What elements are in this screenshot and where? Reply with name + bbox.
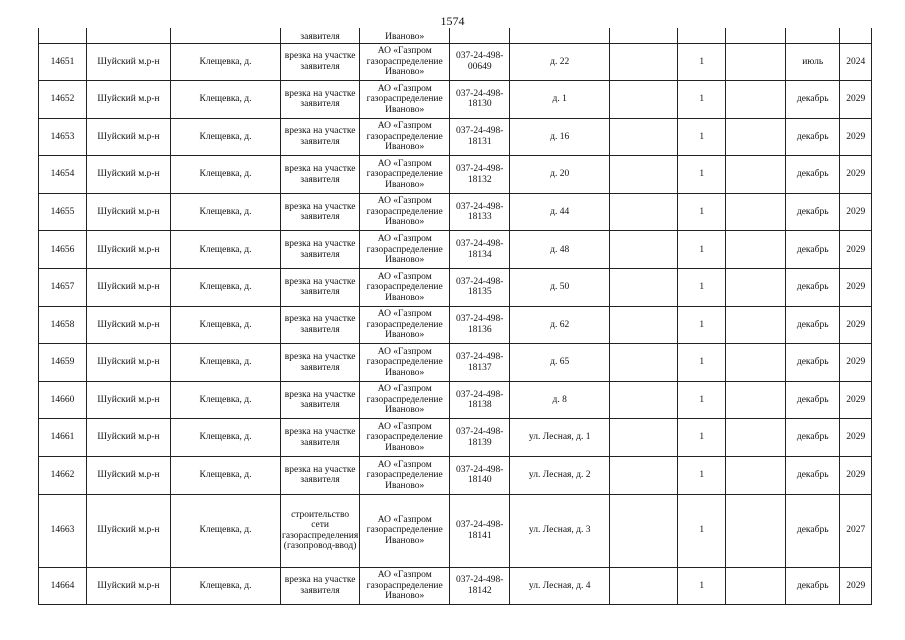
table-row — [39, 344, 872, 382]
month-cell: декабрь — [786, 344, 840, 382]
address-cell: д. 48 — [510, 231, 610, 269]
work-type-cell: строительство сети газораспределения (газопровод-ввод) — [281, 494, 360, 567]
month-cell: декабрь — [786, 156, 840, 194]
row-id: 14659 — [39, 344, 87, 382]
address-cell: д. 8 — [510, 381, 610, 419]
organization-cell: АО «Газпром газораспределение Иваново» — [360, 306, 450, 344]
work-type-cell: врезка на участке заявителя — [281, 81, 360, 119]
row-id: 14658 — [39, 306, 87, 344]
year-cell: 2029 — [840, 381, 872, 419]
organization-cell: АО «Газпром газораспределение Иваново» — [360, 457, 450, 495]
work-type-fragment: заявителя — [281, 28, 360, 43]
empty-cell — [610, 457, 678, 495]
year-cell: 2029 — [840, 419, 872, 457]
row-id: 14655 — [39, 193, 87, 231]
header-fragment-row — [39, 28, 872, 43]
address-cell: д. 16 — [510, 118, 610, 156]
table-row — [39, 118, 872, 156]
empty-cell — [610, 81, 678, 119]
row-id: 14657 — [39, 269, 87, 307]
row-id: 14656 — [39, 231, 87, 269]
month-cell: декабрь — [786, 381, 840, 419]
month-cell: июль — [786, 43, 840, 81]
organization-cell: АО «Газпром газораспределение Иваново» — [360, 193, 450, 231]
empty-cell — [726, 156, 786, 194]
work-type-cell: врезка на участке заявителя — [281, 567, 360, 605]
organization-cell: АО «Газпром газораспределение Иваново» — [360, 381, 450, 419]
cell — [171, 28, 281, 43]
count-cell: 1 — [678, 344, 726, 382]
year-cell: 2029 — [840, 269, 872, 307]
code-cell: 037-24-498-18135 — [450, 269, 510, 307]
empty-cell — [726, 381, 786, 419]
empty-cell — [610, 193, 678, 231]
district-cell: Шуйский м.р-н — [87, 269, 171, 307]
address-cell: ул. Лесная, д. 1 — [510, 419, 610, 457]
table-row — [39, 43, 872, 81]
row-id: 14664 — [39, 567, 87, 605]
row-id: 14653 — [39, 118, 87, 156]
month-cell: декабрь — [786, 81, 840, 119]
row-id: 14651 — [39, 43, 87, 81]
locality-cell: Клещевка, д. — [171, 193, 281, 231]
cell — [786, 28, 840, 43]
code-cell: 037-24-498-18139 — [450, 419, 510, 457]
empty-cell — [726, 43, 786, 81]
row-id: 14663 — [39, 494, 87, 567]
work-type-cell: врезка на участке заявителя — [281, 118, 360, 156]
address-cell: ул. Лесная, д. 4 — [510, 567, 610, 605]
count-cell: 1 — [678, 156, 726, 194]
address-cell: ул. Лесная, д. 3 — [510, 494, 610, 567]
district-cell: Шуйский м.р-н — [87, 81, 171, 119]
count-cell: 1 — [678, 81, 726, 119]
work-type-cell: врезка на участке заявителя — [281, 306, 360, 344]
table-row — [39, 156, 872, 194]
table-row — [39, 567, 872, 605]
count-cell: 1 — [678, 494, 726, 567]
year-cell: 2029 — [840, 81, 872, 119]
address-cell: д. 20 — [510, 156, 610, 194]
district-cell: Шуйский м.р-н — [87, 193, 171, 231]
empty-cell — [610, 118, 678, 156]
empty-cell — [610, 567, 678, 605]
code-cell: 037-24-498-18137 — [450, 344, 510, 382]
row-id: 14662 — [39, 457, 87, 495]
organization-cell: АО «Газпром газораспределение Иваново» — [360, 231, 450, 269]
work-type-cell: врезка на участке заявителя — [281, 344, 360, 382]
district-cell: Шуйский м.р-н — [87, 156, 171, 194]
row-id: 14661 — [39, 419, 87, 457]
table-row — [39, 231, 872, 269]
work-type-cell: врезка на участке заявителя — [281, 156, 360, 194]
district-cell: Шуйский м.р-н — [87, 567, 171, 605]
locality-cell: Клещевка, д. — [171, 457, 281, 495]
empty-cell — [726, 494, 786, 567]
empty-cell — [610, 419, 678, 457]
locality-cell: Клещевка, д. — [171, 81, 281, 119]
empty-cell — [726, 118, 786, 156]
empty-cell — [610, 156, 678, 194]
work-type-cell: врезка на участке заявителя — [281, 457, 360, 495]
empty-cell — [726, 81, 786, 119]
count-cell: 1 — [678, 419, 726, 457]
cell — [610, 28, 678, 43]
empty-cell — [726, 344, 786, 382]
count-cell: 1 — [678, 269, 726, 307]
empty-cell — [726, 269, 786, 307]
table-row — [39, 269, 872, 307]
table-row — [39, 381, 872, 419]
code-cell: 037-24-498-18141 — [450, 494, 510, 567]
code-cell: 037-24-498-18134 — [450, 231, 510, 269]
empty-cell — [726, 306, 786, 344]
organization-cell: АО «Газпром газораспределение Иваново» — [360, 567, 450, 605]
district-cell: Шуйский м.р-н — [87, 494, 171, 567]
month-cell: декабрь — [786, 494, 840, 567]
cell — [450, 28, 510, 43]
district-cell: Шуйский м.р-н — [87, 344, 171, 382]
address-cell: д. 65 — [510, 344, 610, 382]
locality-cell: Клещевка, д. — [171, 419, 281, 457]
empty-cell — [610, 381, 678, 419]
address-cell: д. 22 — [510, 43, 610, 81]
address-cell: д. 50 — [510, 269, 610, 307]
organization-cell: АО «Газпром газораспределение Иваново» — [360, 81, 450, 119]
empty-cell — [610, 231, 678, 269]
work-type-cell: врезка на участке заявителя — [281, 381, 360, 419]
empty-cell — [726, 567, 786, 605]
address-cell: д. 1 — [510, 81, 610, 119]
table-row — [39, 81, 872, 119]
locality-cell: Клещевка, д. — [171, 269, 281, 307]
cell — [87, 28, 171, 43]
empty-cell — [726, 231, 786, 269]
code-cell: 037-24-498-18142 — [450, 567, 510, 605]
work-type-cell: врезка на участке заявителя — [281, 419, 360, 457]
organization-cell: АО «Газпром газораспределение Иваново» — [360, 118, 450, 156]
district-cell: Шуйский м.р-н — [87, 118, 171, 156]
organization-fragment: Иваново» — [360, 28, 450, 43]
district-cell: Шуйский м.р-н — [87, 457, 171, 495]
cell — [39, 28, 87, 43]
row-id: 14654 — [39, 156, 87, 194]
organization-cell: АО «Газпром газораспределение Иваново» — [360, 43, 450, 81]
year-cell: 2027 — [840, 494, 872, 567]
table-row — [39, 306, 872, 344]
district-cell: Шуйский м.р-н — [87, 306, 171, 344]
registry-table — [38, 28, 872, 605]
cell — [510, 28, 610, 43]
page-number: 1574 — [440, 14, 465, 28]
locality-cell: Клещевка, д. — [171, 156, 281, 194]
empty-cell — [726, 419, 786, 457]
month-cell: декабрь — [786, 306, 840, 344]
empty-cell — [610, 306, 678, 344]
month-cell: декабрь — [786, 269, 840, 307]
locality-cell: Клещевка, д. — [171, 344, 281, 382]
code-cell: 037-24-498-00649 — [450, 43, 510, 81]
work-type-cell: врезка на участке заявителя — [281, 193, 360, 231]
month-cell: декабрь — [786, 567, 840, 605]
count-cell: 1 — [678, 381, 726, 419]
count-cell: 1 — [678, 43, 726, 81]
count-cell: 1 — [678, 567, 726, 605]
year-cell: 2029 — [840, 306, 872, 344]
locality-cell: Клещевка, д. — [171, 381, 281, 419]
code-cell: 037-24-498-18138 — [450, 381, 510, 419]
organization-cell: АО «Газпром газораспределение Иваново» — [360, 419, 450, 457]
locality-cell: Клещевка, д. — [171, 118, 281, 156]
work-type-cell: врезка на участке заявителя — [281, 43, 360, 81]
year-cell: 2029 — [840, 156, 872, 194]
code-cell: 037-24-498-18133 — [450, 193, 510, 231]
month-cell: декабрь — [786, 419, 840, 457]
work-type-cell: врезка на участке заявителя — [281, 231, 360, 269]
district-cell: Шуйский м.р-н — [87, 231, 171, 269]
address-cell: д. 44 — [510, 193, 610, 231]
organization-cell: АО «Газпром газораспределение Иваново» — [360, 344, 450, 382]
address-cell: ул. Лесная, д. 2 — [510, 457, 610, 495]
empty-cell — [610, 269, 678, 307]
year-cell: 2029 — [840, 118, 872, 156]
count-cell: 1 — [678, 118, 726, 156]
month-cell: декабрь — [786, 118, 840, 156]
empty-cell — [610, 494, 678, 567]
code-cell: 037-24-498-18132 — [450, 156, 510, 194]
cell — [678, 28, 726, 43]
district-cell: Шуйский м.р-н — [87, 381, 171, 419]
empty-cell — [610, 43, 678, 81]
district-cell: Шуйский м.р-н — [87, 43, 171, 81]
row-id: 14660 — [39, 381, 87, 419]
table-row — [39, 193, 872, 231]
district-cell: Шуйский м.р-н — [87, 419, 171, 457]
empty-cell — [726, 193, 786, 231]
month-cell: декабрь — [786, 193, 840, 231]
locality-cell: Клещевка, д. — [171, 43, 281, 81]
year-cell: 2024 — [840, 43, 872, 81]
organization-cell: АО «Газпром газораспределение Иваново» — [360, 269, 450, 307]
month-cell: декабрь — [786, 231, 840, 269]
empty-cell — [610, 344, 678, 382]
address-cell: д. 62 — [510, 306, 610, 344]
row-id: 14652 — [39, 81, 87, 119]
year-cell: 2029 — [840, 567, 872, 605]
work-type-cell: врезка на участке заявителя — [281, 269, 360, 307]
code-cell: 037-24-498-18130 — [450, 81, 510, 119]
code-cell: 037-24-498-18131 — [450, 118, 510, 156]
year-cell: 2029 — [840, 231, 872, 269]
count-cell: 1 — [678, 457, 726, 495]
locality-cell: Клещевка, д. — [171, 231, 281, 269]
empty-cell — [726, 457, 786, 495]
year-cell: 2029 — [840, 344, 872, 382]
table-row — [39, 419, 872, 457]
count-cell: 1 — [678, 306, 726, 344]
table-row — [39, 457, 872, 495]
cell — [726, 28, 786, 43]
locality-cell: Клещевка, д. — [171, 494, 281, 567]
month-cell: декабрь — [786, 457, 840, 495]
organization-cell: АО «Газпром газораспределение Иваново» — [360, 156, 450, 194]
count-cell: 1 — [678, 231, 726, 269]
locality-cell: Клещевка, д. — [171, 306, 281, 344]
locality-cell: Клещевка, д. — [171, 567, 281, 605]
year-cell: 2029 — [840, 193, 872, 231]
code-cell: 037-24-498-18140 — [450, 457, 510, 495]
code-cell: 037-24-498-18136 — [450, 306, 510, 344]
organization-cell: АО «Газпром газораспределение Иваново» — [360, 494, 450, 567]
year-cell: 2029 — [840, 457, 872, 495]
cell — [840, 28, 872, 43]
table-row — [39, 494, 872, 567]
count-cell: 1 — [678, 193, 726, 231]
